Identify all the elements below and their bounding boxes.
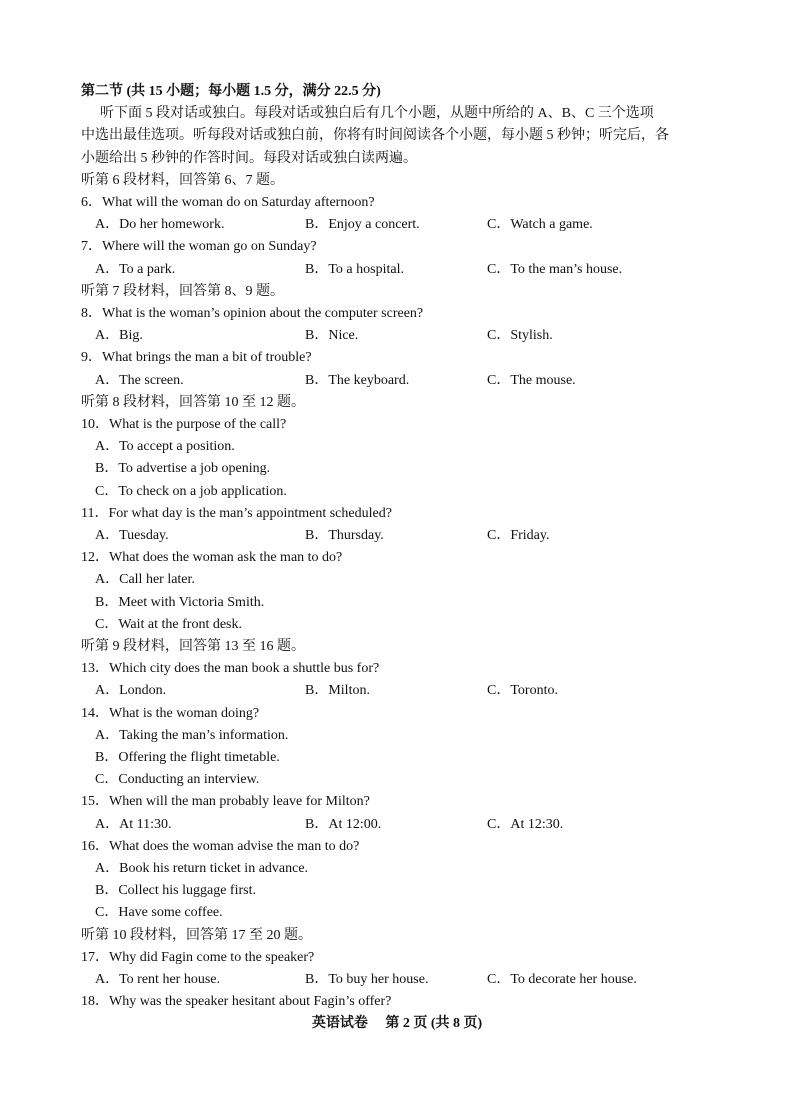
- material-header: 听第 10 段材料，回答第 17 至 20 题。: [81, 927, 312, 943]
- answer-option: C．Stylish.: [487, 328, 553, 344]
- question-text: 10．What is the purpose of the call?: [81, 417, 287, 432]
- answer-option: C．Wait at the front desk.: [95, 616, 243, 632]
- question-text: 12．What does the woman ask the man to do?: [81, 550, 343, 566]
- page-footer: 英语试卷 第 2 页 (共 8 页): [311, 1016, 483, 1031]
- answer-option: A．Tuesday.: [95, 528, 169, 543]
- question-text: 14．What is the woman doing?: [81, 705, 260, 721]
- material-header: 听第 6 段材料，回答第 6、7 题。: [81, 172, 284, 188]
- answer-option: C．Toronto.: [487, 683, 558, 699]
- question-text: 6．What will the woman do on Saturday afternoon?: [81, 195, 375, 210]
- answer-option: C．Have some coffee.: [95, 905, 223, 921]
- answer-option: A．The screen.: [95, 372, 184, 388]
- question-text: 17．Why did Fagin come to the speaker?: [81, 949, 315, 965]
- section-intro-line: 小题给出 5 秒钟的作答时间。每段对话或独白读两遍。: [81, 150, 417, 166]
- question-text: 13．Which city does the man book a shuttle bus for?: [81, 661, 380, 677]
- answer-option: A．To a park.: [95, 261, 176, 277]
- question-text: 15．When will the man probably leave for Milton?: [81, 794, 370, 810]
- answer-option: A．At 11:30.: [95, 816, 172, 832]
- answer-option: B．Meet with Victoria Smith.: [95, 594, 265, 610]
- section-title: 第二节 (共 15 小题；每小题 1.5 分，满分 22.5 分): [81, 84, 381, 99]
- answer-option: A．Big.: [95, 328, 143, 344]
- answer-option: A．Taking the man’s information.: [95, 727, 289, 743]
- material-header: 听第 8 段材料，回答第 10 至 12 题。: [81, 394, 305, 410]
- question-text: 9．What brings the man a bit of trouble?: [81, 350, 312, 366]
- answer-option: B．Thursday.: [305, 528, 384, 543]
- question-text: 18．Why was the speaker hesitant about Fagin’s offer?: [81, 994, 392, 1010]
- answer-option: A．Call her later.: [95, 572, 195, 588]
- answer-option: A．To accept a position.: [95, 439, 235, 455]
- answer-option: C．To check on a job application.: [95, 483, 287, 499]
- answer-option: B．Nice.: [305, 328, 359, 344]
- answer-option: B．To advertise a job opening.: [95, 461, 271, 477]
- section-intro-line: 听下面 5 段对话或独白。每段对话或独白后有几个小题，从题中所给的 A、B、C 三个选项: [100, 106, 654, 122]
- answer-option: B．To a hospital.: [305, 261, 404, 277]
- question-text: 11．For what day is the man’s appointment scheduled?: [81, 505, 392, 521]
- section-intro-line: 中选出最佳选项。听每段对话或独白前，你将有时间阅读各个小题，每小题 5 秒钟；听完后，各: [81, 128, 669, 144]
- answer-option: C．Conducting an interview.: [95, 772, 260, 788]
- answer-option: B．At 12:00.: [305, 816, 382, 832]
- answer-option: C．The mouse.: [487, 372, 576, 388]
- answer-option: B．Milton.: [305, 683, 370, 699]
- material-header: 听第 9 段材料，回答第 13 至 16 题。: [81, 639, 305, 654]
- answer-option: A．To rent her house.: [95, 972, 220, 987]
- material-header: 听第 7 段材料，回答第 8、9 题。: [81, 283, 284, 299]
- answer-option: A．Book his return ticket in advance.: [95, 861, 309, 876]
- answer-option: B．Collect his luggage first.: [95, 883, 256, 899]
- question-text: 16．What does the woman advise the man to do?: [81, 838, 360, 854]
- answer-option: B．To buy her house.: [305, 972, 429, 987]
- answer-option: C．Watch a game.: [487, 217, 593, 233]
- question-text: 7．Where will the woman go on Sunday?: [81, 239, 317, 255]
- answer-option: C．To decorate her house.: [487, 972, 637, 987]
- answer-option: B．Enjoy a concert.: [305, 217, 420, 233]
- answer-option: A．London.: [95, 683, 167, 699]
- question-text: 8．What is the woman’s opinion about the computer screen?: [81, 306, 424, 321]
- answer-option: C．To the man’s house.: [487, 261, 623, 277]
- answer-option: B．Offering the flight timetable.: [95, 750, 280, 765]
- answer-option: C．At 12:30.: [487, 816, 564, 832]
- answer-option: A．Do her homework.: [95, 217, 225, 233]
- answer-option: C．Friday.: [487, 528, 550, 543]
- answer-option: B．The keyboard.: [305, 372, 410, 388]
